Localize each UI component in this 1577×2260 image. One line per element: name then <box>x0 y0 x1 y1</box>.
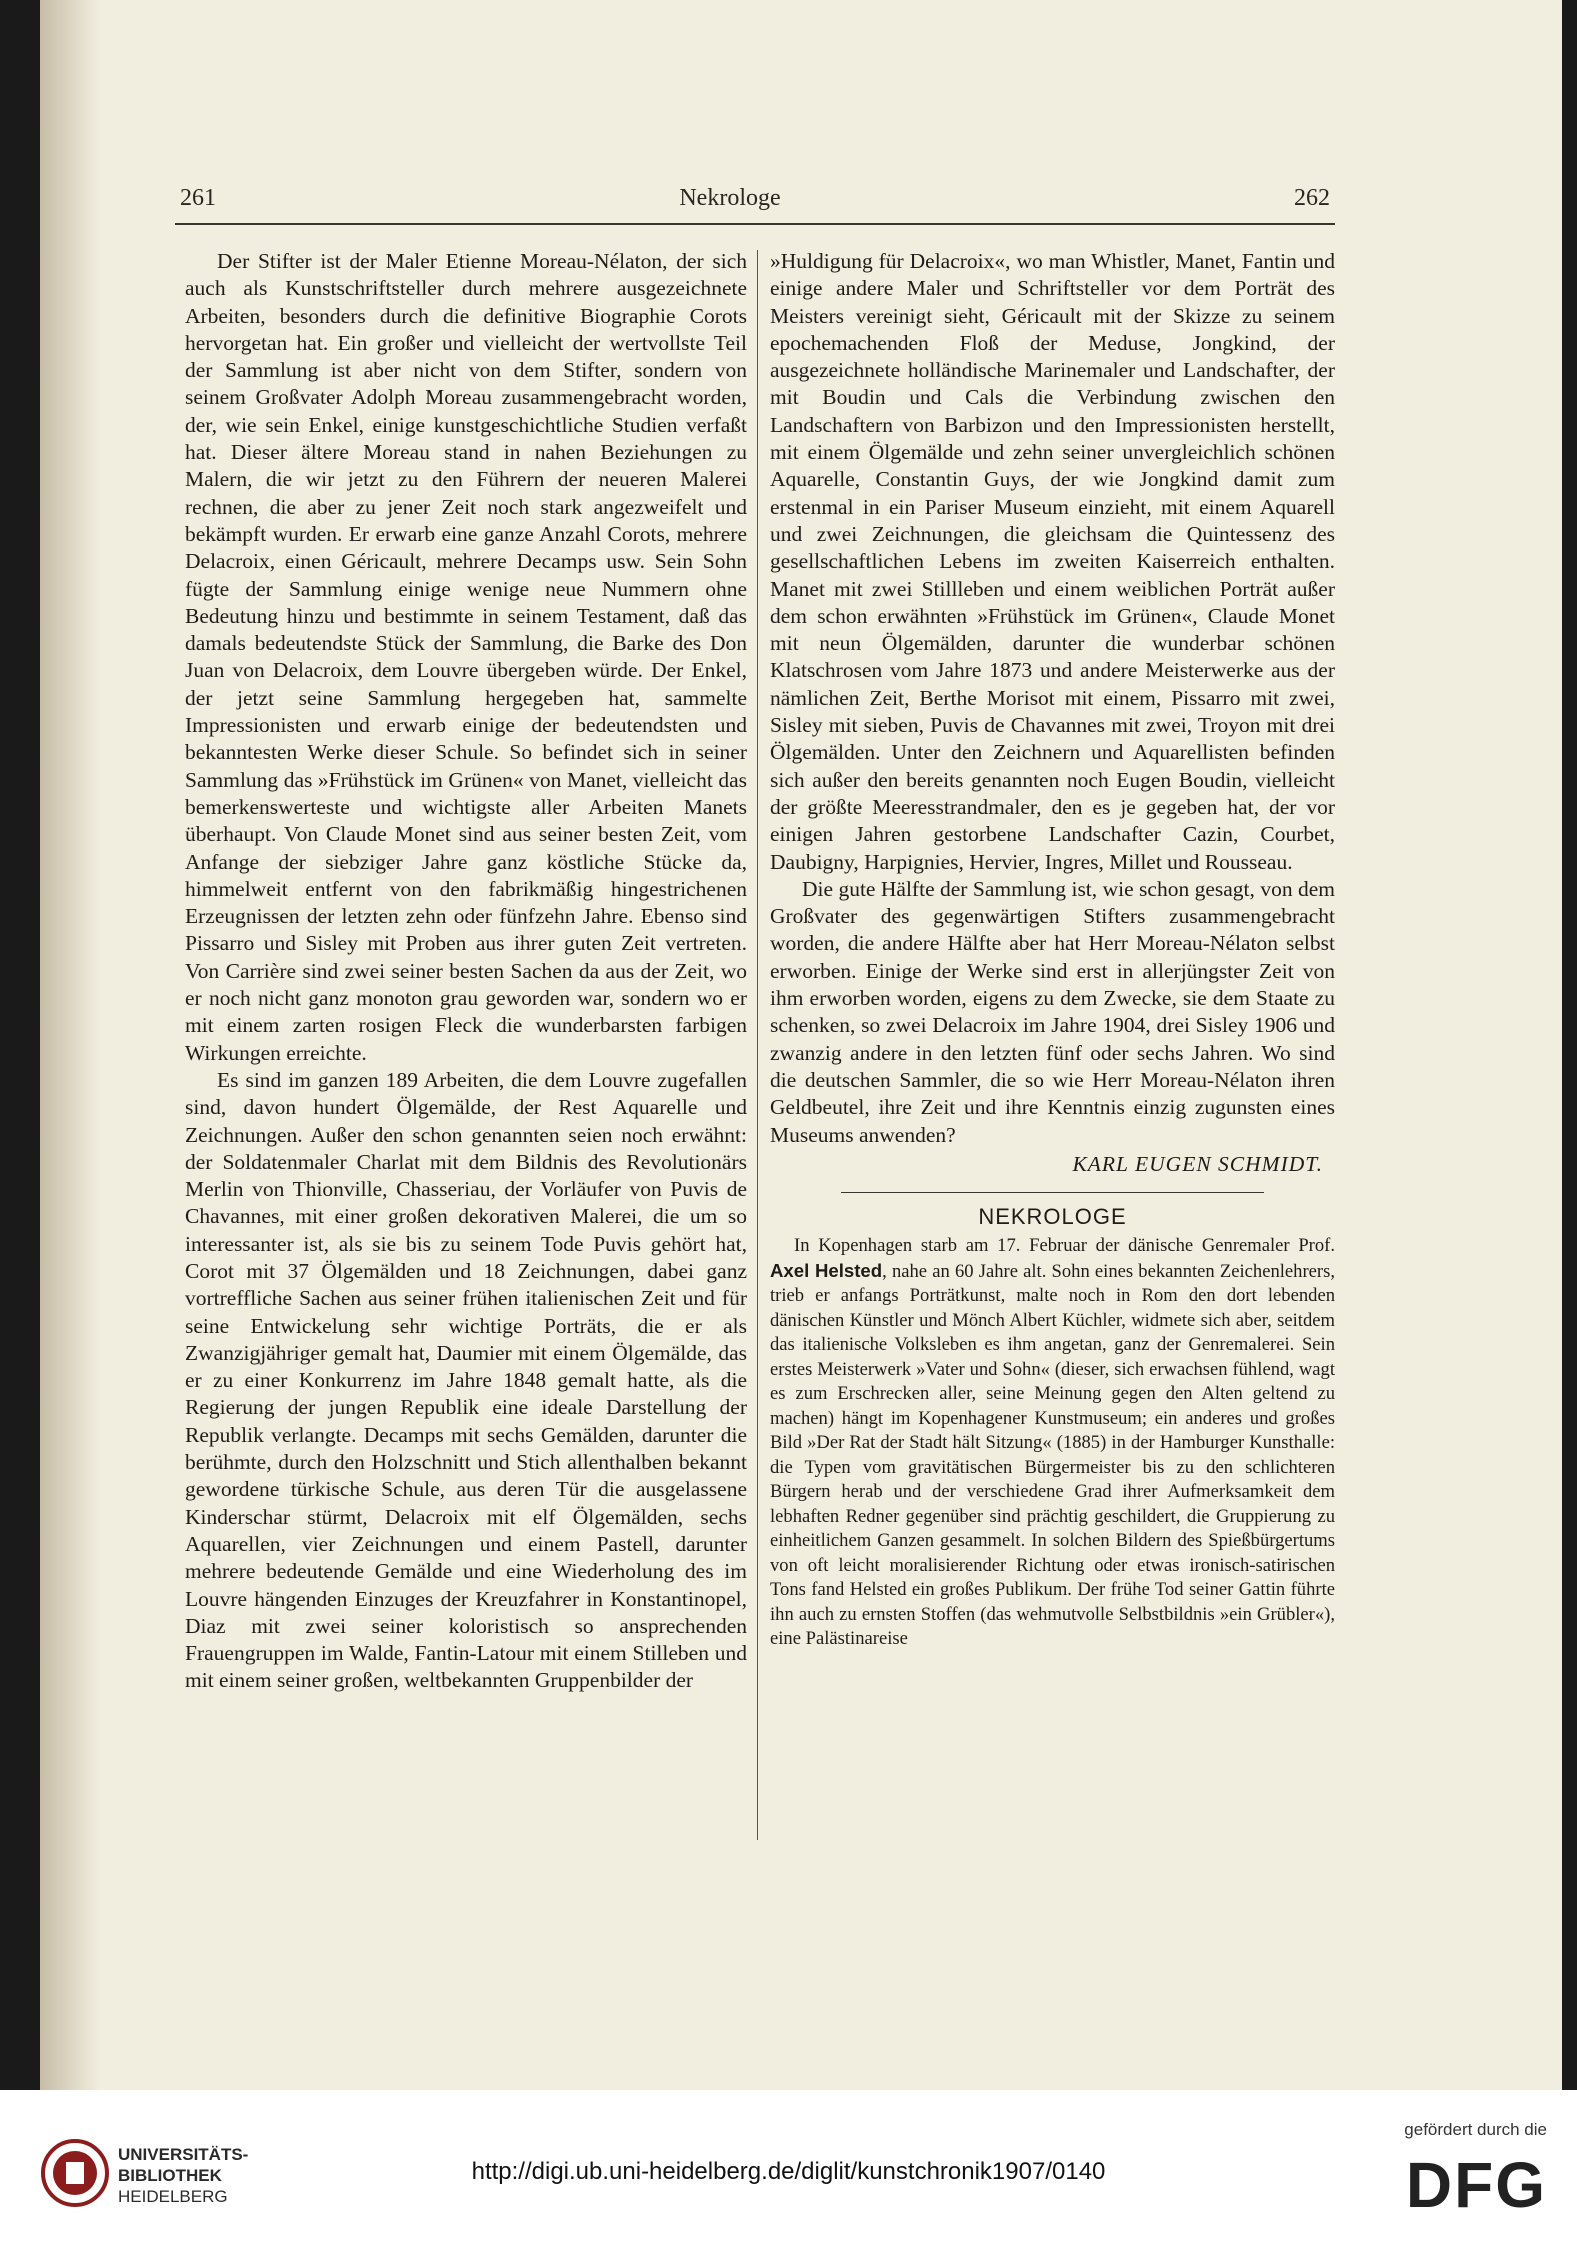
page-gutter-shadow <box>40 0 100 2090</box>
running-header <box>120 185 1340 225</box>
dfg-logo: DFG <box>1405 2149 1547 2221</box>
running-title: Nekrologe <box>679 185 781 211</box>
right-column <box>770 248 1335 1652</box>
library-name-line-1: UNIVERSITÄTS- <box>118 2145 249 2164</box>
funder-badge[interactable] <box>1347 2120 1547 2240</box>
left-column <box>185 248 747 1695</box>
page-number-right: 262 <box>1294 185 1330 211</box>
right-paragraph-2: Die gute Hälfte der Sammlung ist, wie schon gesagt, von dem Großvater des gegenwärtigen Stifters zusammengebracht worden, die andere Hälfte aber hat Herr Moreau-Nélaton selbst erworben. Einige der Werke sind erst in allerjüngster Zeit von ihm erworben worden, eigens zu dem Zwecke, sie dem Staate zu schenken, so zwei Delacroix im Jahre 1904, drei Sisley 1906 und zwanzig andere in den letzten fünf oder sechs Jahren. Wo sind die deutschen Sammler, die so wie Herr Moreau-Nélaton ihren Geldbeutel, ihre Zeit und ihre Kenntnis einzig zugunsten eines Museums anwenden? <box>770 876 1335 1147</box>
obituary-text: , nahe an 60 Jahre alt. Sohn eines bekannten Zeichenlehrers, trieb er anfangs Porträtkunst, malte noch in Rom den dort lebenden dänischen Künstler und Mönch Albert Küchler, widmete sich aber, seitdem das italienische Volksleben es ihm angetan, ganz der Genremalerei. Sein erstes Meisterwerk »Vater und Sohn« (dieser, sich erwachsen fühlend, wagt es zum Erschrecken aller, seine Meinung gegen den Alten geltend zu machen) hängt im Kopenhagener Kunstmuseum; ein anderes und großes Bild »Der Rat der Stadt hält Sitzung« (1885) in der Hamburger Kunsthalle: die Typen vom gravitätischen Bürgermeister bis zu den schlichteren Bürgern herab und der verschiedene Grad ihrer Aufmerksamkeit dem lebhaften Redner gegenüber sind prächtig geschildert, die Gruppierung zu einheitlichem Ganzen gesammelt. In solchen Bildern des Spießbürgertums von oft leicht moralisierender Richtung oder etwas ironisch-satirischen Tons fand Helsted ein großes Publikum. Der frühe Tod seiner Gattin führte ihn auch zu ernsten Stoffen (das wehmutvolle Selbstbildnis »ein Grübler«), eine Palästinareise <box>770 1260 1335 1650</box>
obituary-name: Axel Helsted <box>770 1259 883 1281</box>
author-signature: KARL EUGEN SCHMIDT. <box>1072 1151 1323 1176</box>
permalink-url[interactable]: http://digi.ub.uni-heidelberg.de/diglit/kunstchronik1907/0140 <box>471 2158 1106 2185</box>
section-title: NEKROLOGE <box>978 1204 1127 1230</box>
right-paragraph-1: »Huldigung für Delacroix«, wo man Whistler, Manet, Fantin und einige andere Maler und Schriftsteller vor dem Porträt des Meisters vereinigt sieht, Géricault mit der Skizze zu seinem epochemachenden Floß der Meduse, Jongkind, der ausgezeichnete holländische Marinemaler und Landschafter, der mit Boudin und Cals die Verbindung zwischen den Landschaftern von Barbizon und den Impressionisten herstellt, mit einem Ölgemälde und zehn seiner unvergleichlich schönen Aquarelle, Constantin Guys, der wie Jongkind damit zum erstenmal in ein Pariser Museum einzieht, mit einem Aquarell und zwei Zeichnungen, die gleichsam die Quintessenz des gesellschaftlichen Lebens im zweiten Kaiserreich enthalten. Manet mit zwei Stillleben und einem weiblichen Porträt außer dem schon erwähnten »Frühstück im Grünen«, Claude Monet mit neun Ölgemälden, darunter die wunderbar schönen Klatschrosen vom Jahre 1873 und andere Meisterwerke aus der nämlichen Zeit, Berthe Morisot mit einem, Pissarro mit zwei, Sisley mit sieben, Puvis de Chavannes mit zwei, Troyon mit drei Ölgemälden. Unter den Zeichnern und Aquarellisten befinden sich außer den bereits genannten noch Eugen Boudin, vielleicht der größte Meeresstrandmaler, den es je gegeben hat, der vor einigen Jahren gestorbene Landschafter Cazin, Courbet, Daubigny, Harpignies, Hervier, Ingres, Millet und Rousseau. <box>770 249 1335 874</box>
left-paragraph-2: Es sind im ganzen 189 Arbeiten, die dem Louvre zugefallen sind, davon hundert Ölgemälde, der Rest Aquarelle und Zeichnungen. Außer den schon genannten seien noch erwähnt: der Soldatenmaler Charlat mit dem Bildnis des Revolutionärs Merlin von Thionville, Chasseriau, der Vorläufer von Puvis de Chavannes, mit einer großen dekorativen Malerei, die um so interessanter ist, als sie bis zu seinem Tode Puvis gehört hat, Corot mit 37 Ölgemälden und 18 Zeichnungen, dabei ganz vortreffliche Sachen aus seiner frühen italienischen Zeit und für seine Entwickelung sehr wichtige Porträts, die er als Zwanzigjähriger gemalt hat, Daumier mit einem Ölgemälde, das er zu einer Konkurrenz im Jahre 1848 gemalt hatte, als die Regierung der jungen Republik eine ideale Darstellung der Republik verlangte. Decamps mit sechs Gemälden, darunter die berühmte, durch den Holzschnitt und Stich allenthalben bekannt gewordene türkische Schule, aus deren Tür die ausgelassene Kinderschar stürmt, Delacroix mit elf Ölgemälden, sechs Aquarellen, vier Zeichnungen und einem Pastell, darunter mehrere bedeutende Gemälde und eine Wiederholung des im Louvre hängenden Einzuges der Kreuzfahrer in Konstantinopel, Diaz mit zwei seiner koloristisch so ansprechenden Frauengruppen im Walde, Fantin-Latour mit einem Stilleben und mit einem seiner großen, weltbekannten Gruppenbilder der <box>185 1067 747 1693</box>
funder-note: gefördert durch die <box>1404 2120 1547 2139</box>
column-divider <box>757 250 758 1840</box>
section-rule <box>841 1192 1265 1193</box>
header-rule <box>175 223 1335 225</box>
library-name-line-2: BIBLIOTHEK <box>118 2166 222 2185</box>
library-name-line-3: HEIDELBERG <box>118 2187 228 2206</box>
obituary-block <box>770 1234 1335 1652</box>
left-paragraph-1: Der Stifter ist der Maler Etienne Moreau-Nélaton, der sich auch als Kunstschriftsteller durch mehrere ausgezeichnete Arbeiten, besonders durch die definitive Biographie Corots hervorgetan hat. Ein großer und vielleicht der wertvollste Teil der Sammlung ist aber nicht von dem Stifter, sondern von seinem Großvater Adolph Moreau zusammengebracht worden, der, wie sein Enkel, einige kunstgeschichtliche Studien verfaßt hat. Dieser ältere Moreau stand in nahen Beziehungen zu Malern, die wir jetzt zu den Führern der neueren Malerei rechnen, die aber zu jener Zeit noch stark angezweifelt und bekämpft wurden. Er erwarb eine ganze Anzahl Corots, mehrere Delacroix, einen Géricault, mehrere Decamps usw. Sein Sohn fügte der Sammlung einige wenige neue Nummern ohne Bedeutung hinzu und bestimmte in seinem Testament, daß das damals bedeutendste Stück der Sammlung, die Barke des Don Juan von Delacroix, dem Louvre übergeben würde. Der Enkel, der jetzt seine Sammlung hergegeben hat, sammelte Impressionisten und erwarb einige der bedeutendsten und bekanntesten Werke dieser Schule. So befindet sich in seiner Sammlung das »Frühstück im Grünen« von Manet, vielleicht das bemerkenswerteste und wichtigste aller Arbeiten Manets überhaupt. Von Claude Monet sind aus seiner besten Zeit, vom Anfange der siebziger Jahre ganz köstliche Stücke da, himmelweit entfernt von den fabrikmäßig hingestrichenen Erzeugnissen der letzten zehn oder fünfzehn Jahre. Ebenso sind Pissarro und Sisley mit Proben aus ihrer guten Zeit vertreten. Von Carrière sind zwei seiner besten Sachen da aus der Zeit, wo er noch nicht ganz monoton grau geworden war, sondern wo er mit einem zarten rosigen Fleck die wunderbarsten farbigen Wirkungen erreichte. <box>185 249 747 1065</box>
obituary-paragraph <box>770 1234 1335 1652</box>
viewer-footer <box>0 2090 1577 2260</box>
page-number-left: 261 <box>180 185 216 211</box>
obituary-intro: In Kopenhagen starb am 17. Februar der dänische Genremaler Prof. <box>794 1235 1335 1257</box>
